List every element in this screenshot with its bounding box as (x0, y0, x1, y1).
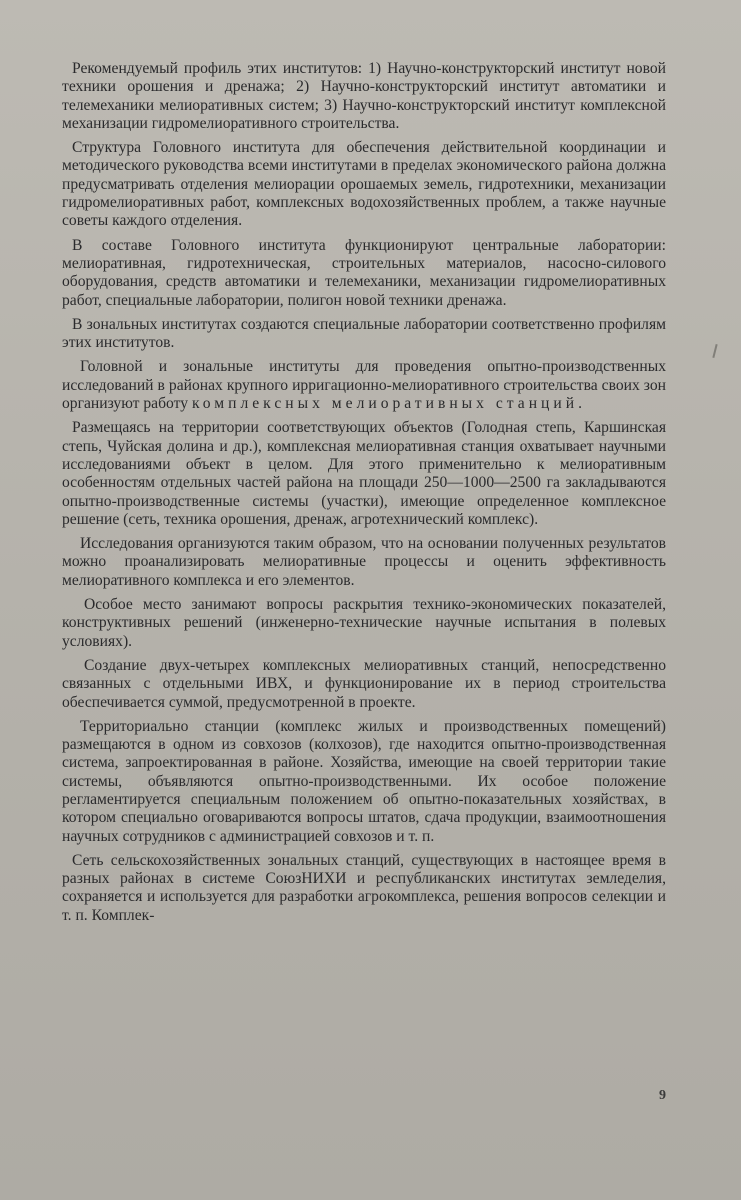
paragraph-zonal-stations-network: Сеть сельскохозяйственных зональных станций, существующих в настоящее время в разных районах в системе СоюзНИХИ и республиканских институтах земледелия, сохраняется и используется для разработки агрокомплекса, решения вопросов селекции и т. п. Комплек- (62, 851, 666, 924)
paragraph-head-institute-structure: Структура Головного института для обеспечения действительной координации и методического руководства всеми институтами в пределах экономического района должна предусматривать отделения мелиорации орошаемых земель, гидротехники, механизации гидромелиоративных работ, комплексных водохозяйственных проблем, а также научные советы каждого отделения. (62, 139, 666, 230)
margin-pencil-mark (712, 344, 717, 358)
paragraph-station-placement: Размещаясь на территории соответствующих объектов (Голодная степь, Каршинская степь, Чуйская долина и др.), комплексная мелиоративная станция охватывает научными исследованиями объект в целом. Для этого применительно к мелиоративным особенностям отдельных частей района на площади 250—1000—2500 га закладываются опытно-производственные системы (участки), имеющие определенное комплексное решение (сеть, техника орошения, дренаж, агротехнический комплекс). (62, 419, 666, 528)
page-body (62, 60, 666, 931)
paragraph-research-organization: Исследования организуются таким образом, что на основании полученных результатов можно проанализировать мелиоративные процессы и оценить эффективность мелиоративного комплекса и его элементов. (62, 535, 666, 589)
complex-stations-spaced-text: комплексных мелиоративных станций. (191, 395, 586, 413)
paragraph-station-creation: Создание двух-четырех комплексных мелиоративных станций, непосредственно связанных с отдельными ИВХ, и функционирование их в период строительства обеспечивается суммой, предусмотренной в проекте. (62, 656, 666, 711)
paragraph-complex-stations (62, 358, 666, 413)
paragraph-institute-profiles: Рекомендуемый профиль этих институтов: 1) Научно-конструкторский институт новой техники орошения и дренажа; 2) Научно-конструкторский институт автоматики и телемеханики мелиоративных систем; 3) Научно-конструкторский институт комплексной механизации гидромелиоративного строительства. (62, 60, 666, 132)
paragraph-territorial-placement: Территориально станции (комплекс жилых и производственных помещений) размещаются в одном из совхозов (колхозов), где находится опытно-производственная система, запроектированная в районе. Хозяйства, имеющие на своей территории такие системы, объявляются опытно-производственными. Их особое положение регламентируется специальным положением об опытно-показательных хозяйствах, в котором специально оговариваются вопросы штатов, сдача продукции, взаимоотношения научных сотрудников с администрацией совхозов и т. п. (62, 717, 666, 845)
paragraph-central-laboratories: В составе Головного института функционируют центральные лаборатории: мелиоративная, гидротехническая, строительных материалов, насосно-силового оборудования, средств автоматики и телемеханики, механизации гидромелиоративных работ, специальные лаборатории, полигон новой техники дренажа. (62, 236, 666, 309)
complex-stations-text: Головной и зональные институты для проведения опытно-производственных исследований в районах крупного ирригационно-мелиоративного строительства своих зон организуют работу (62, 358, 666, 413)
paragraph-special-place: Особое место занимают вопросы раскрытия технико-экономических показателей, конструктивных решений (инженерно-технические научные испытания в полевых условиях). (62, 596, 666, 650)
paragraph-zonal-laboratories: В зональных институтах создаются специальные лаборатории соответственно профилям этих институтов. (62, 315, 666, 352)
page-number: 9 (659, 1088, 666, 1103)
